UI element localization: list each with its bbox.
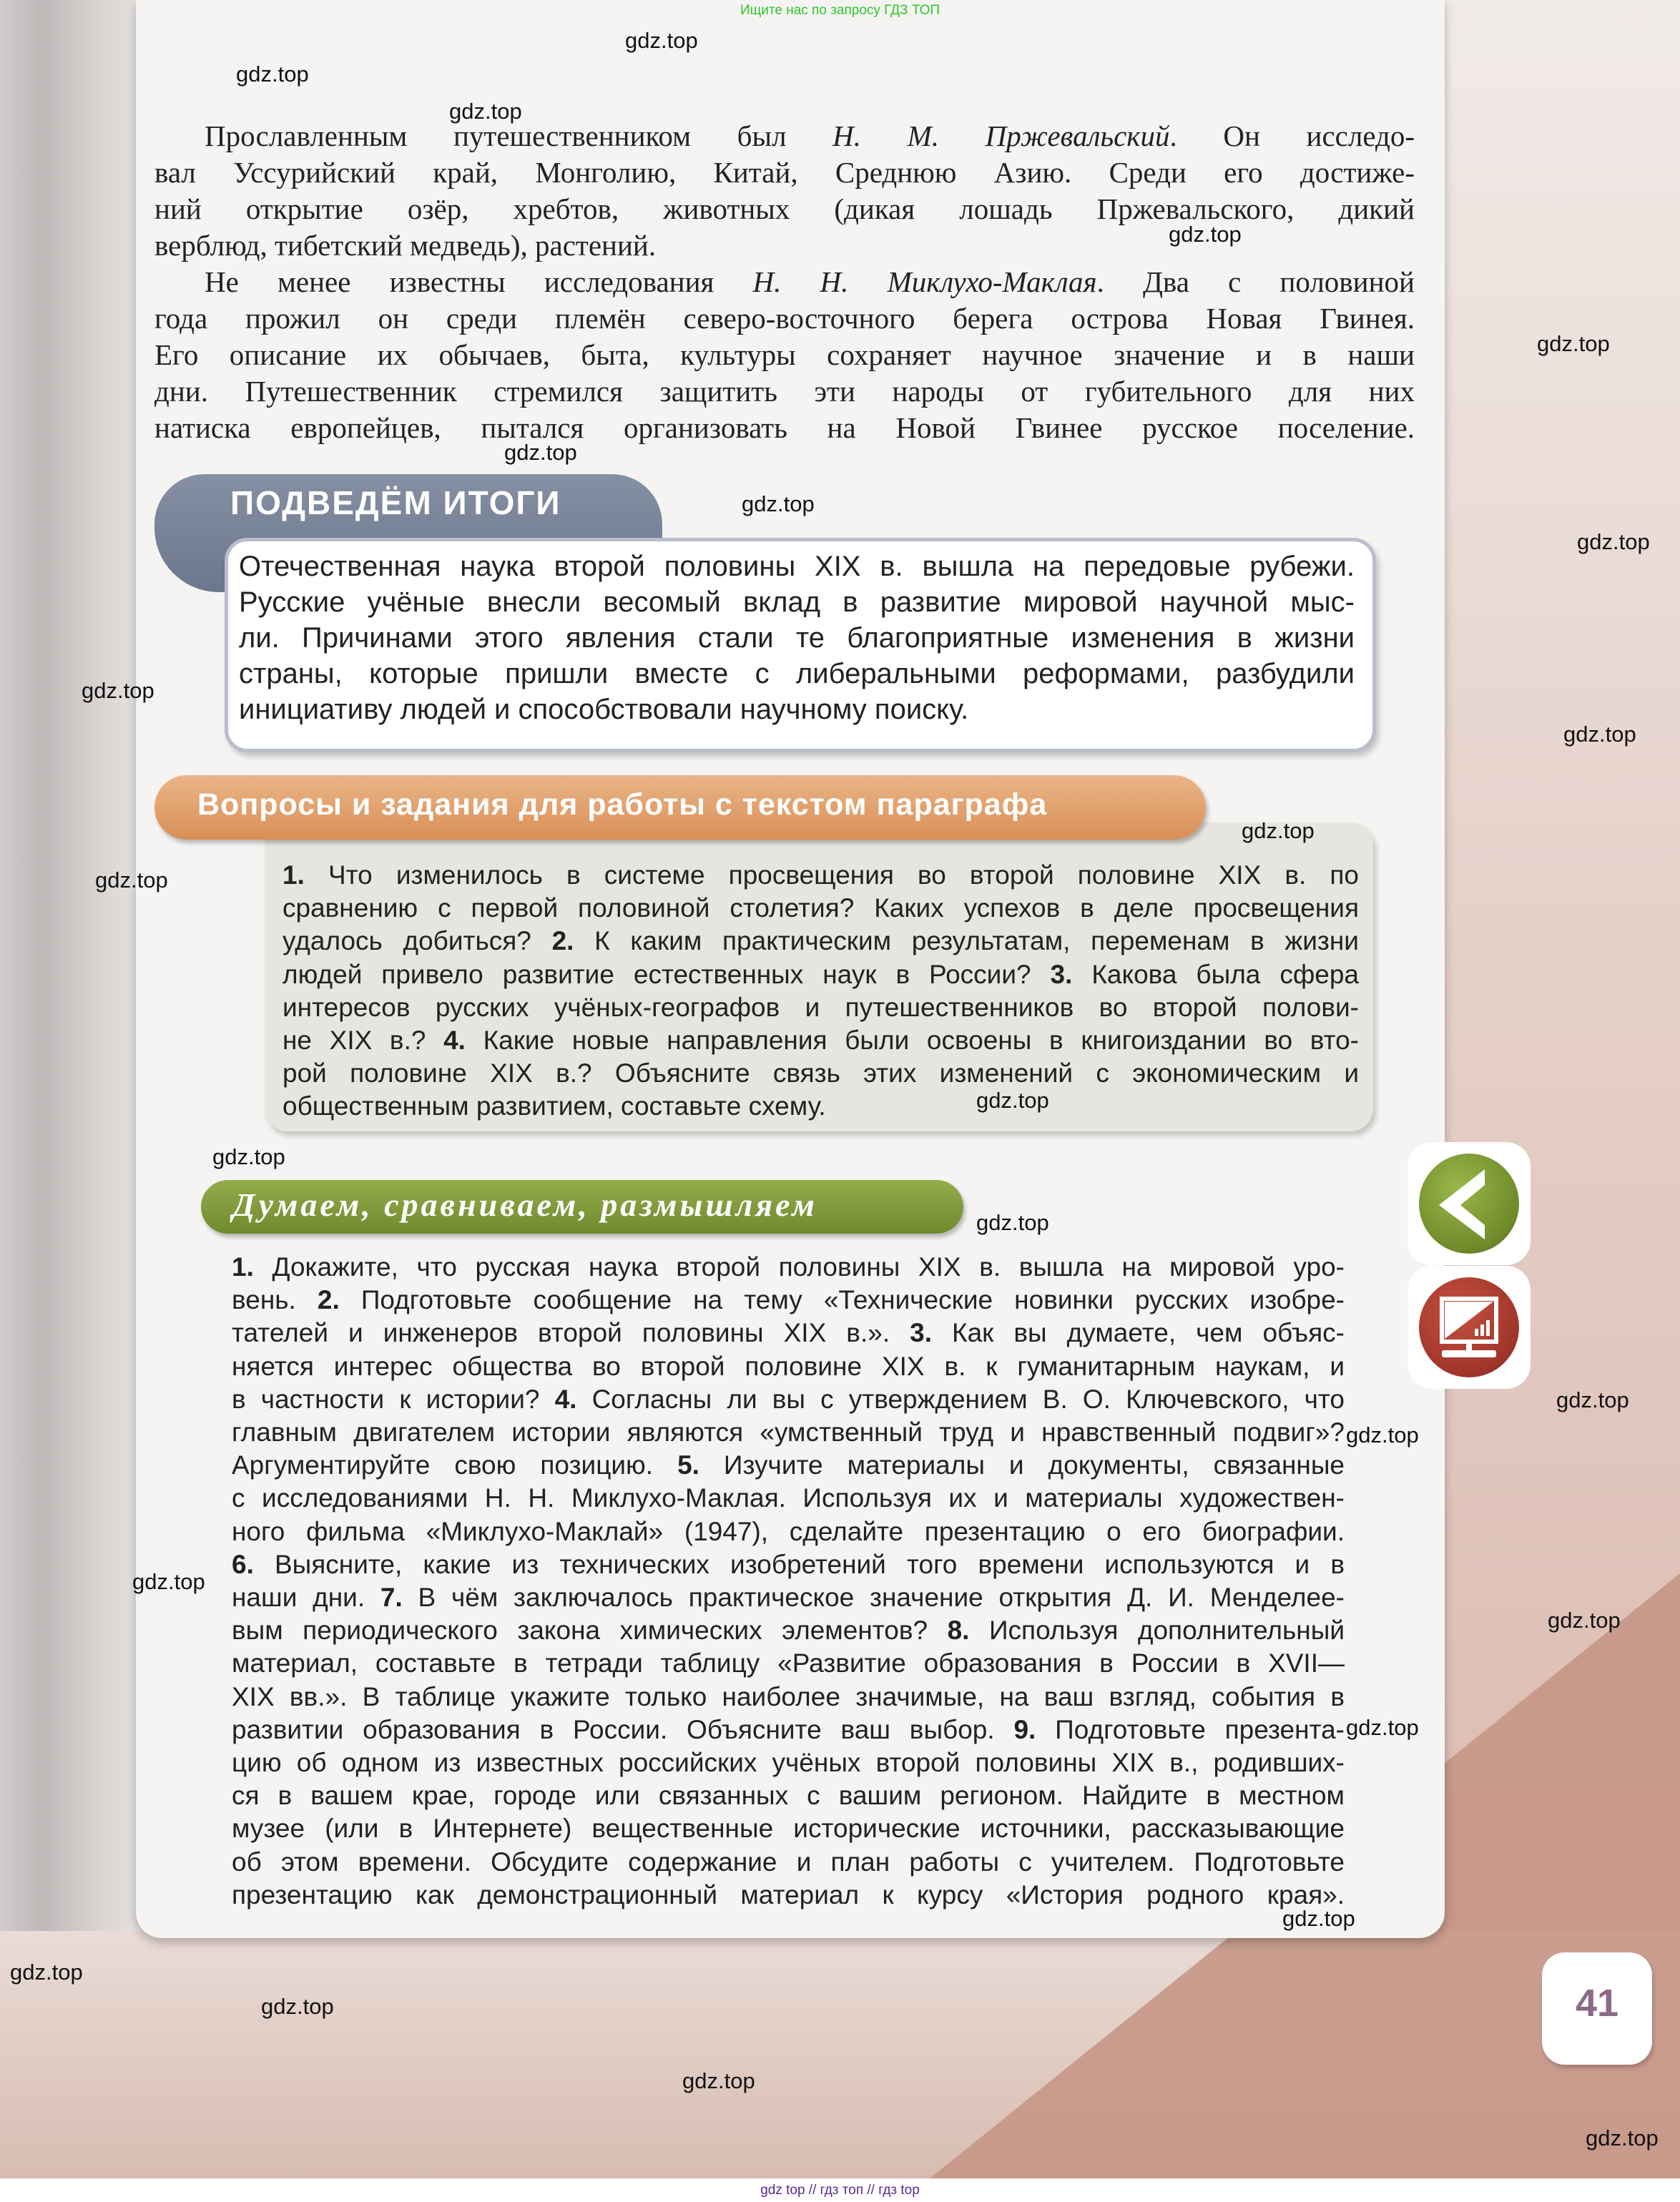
summary-title: ПОДВЕДЁМ ИТОГИ [230,484,561,521]
text-line: Не менее известны исследования Н. Н. Миклухо-Маклая. Два с половиной [205,265,1415,298]
text-line: Отечественная наука второй половины XIX в. вышла на передовые рубежи. [239,551,1355,582]
watermark: gdz.top [95,867,168,893]
text-line: презентацию как демонстрационный материал к курсу «История родного края». [232,1879,1345,1909]
watermark: gdz.top [212,1144,285,1169]
text-line: вал Уссурийский край, Монголию, Китай, Среднюю Азию. Среди его достиже- [154,156,1415,189]
text-line: музее (или в Интернете) вещественные исторические источники, рассказывающие [232,1814,1345,1844]
text-line: общественным развитием, составьте схему. [283,1091,826,1121]
text-line: удалось добиться? 2. К каким практическим результатам, переменам в жизни [283,926,1359,956]
watermark: gdz.top [1556,1387,1629,1412]
text-line: развитии образования в России. Объясните ваш выбор. 9. Подготовьте презента- [232,1714,1345,1744]
text-line: вым периодического закона химических элементов? 8. Используя дополнительный [232,1616,1345,1646]
watermark: gdz.top [1282,1906,1355,1931]
watermark: gdz.top [625,28,698,53]
watermark: gdz.top [742,491,815,516]
text-line: не XIX в.? 4. Какие новые направления были освоены в книгоиздании во вто- [283,1026,1359,1055]
watermark: gdz.top [976,1088,1049,1113]
page-number: 41 [1575,1982,1619,2025]
text-line: наши дни. 7. В чём заключалось практическое значение открытия Д. И. Менделее- [232,1583,1345,1612]
watermark: gdz.top [682,2068,755,2093]
text-line: материал, составьте в тетради таблицу «Развитие образования в России в XVII— [232,1648,1345,1678]
text-line: 6. Выясните, какие из технических изобретений того времени используются и в [232,1549,1345,1579]
watermark: gdz.top [504,440,577,465]
text-line: цию об одном из известных российских учёных второй половины XIX в., родивших- [232,1748,1345,1777]
back-arrow-icon [1419,1154,1519,1254]
watermark: gdz.top [236,62,309,87]
text-line: ли. Причинами этого явления стали те благоприятные изменения в жизни [239,622,1355,654]
watermark: gdz.top [1346,1715,1419,1740]
watermark: gdz.top [261,1994,334,2019]
watermark: gdz.top [1563,722,1636,747]
text-line: Его описание их обычаев, быта, культуры сохраняет научное значение и в наши [154,338,1415,371]
text-line: XIX вв.». В таблице укажите только наиболее значимые, на ваш взгляд, события в [232,1681,1345,1711]
text-line: 1. Докажите, что русская наука второй половины XIX в. вышла на мировой уро- [232,1252,1345,1282]
presentation-monitor-icon [1419,1277,1519,1377]
text-line: вень. 2. Подготовьте сообщение на тему «Технические новинки русских изобре- [232,1285,1345,1315]
text-line: страны, которые пришли вместе с либеральными реформами, разбудили [239,658,1355,689]
watermark: gdz.top [976,1210,1049,1235]
watermark: gdz.top [1346,1422,1419,1447]
text-line: верблюд, тибетский медведь), растений. [154,229,657,262]
text-line: сравнению с первой половиной столетия? Каких успехов в деле просвещения [283,893,1359,923]
text-line: Аргументируйте свою позицию. 5. Изучите материалы и документы, связанные [232,1450,1345,1480]
text-line: главным двигателем истории являются «умственный труд и нравственный подвиг»? [232,1417,1345,1447]
watermark: gdz.top [1586,2125,1659,2151]
watermark: gdz.top [10,1960,83,1985]
text-line: 1. Что изменилось в системе просвещения во второй половине XIX в. по [283,860,1359,890]
watermark: gdz.top [1577,529,1650,554]
presentation-button[interactable] [1408,1266,1531,1389]
text-line: в частности к истории? 4. Согласны ли вы с утверждением В. О. Ключевского, что [232,1384,1345,1414]
text-line: года прожил он среди племён северо-восточного берега острова Новая Гвинея. [154,302,1415,335]
text-line: рой половине XIX в.? Объясните связь этих изменений с экономическим и [283,1058,1359,1088]
watermark: gdz.top [1548,1608,1621,1633]
back-button[interactable] [1408,1142,1531,1265]
text-line: людей привело развитие естественных наук в России? 3. Какова была сфера [283,959,1359,989]
text-line: об этом времени. Обсудите содержание и план работы с учителем. Подготовьте [232,1847,1345,1877]
watermark: gdz.top [1169,222,1242,247]
page-number-box [1542,1952,1652,2065]
bottom-banner[interactable]: gdz top // гдз топ // гдз top [760,2183,920,2198]
text-line: натиска европейцев, пытался организовать на Новой Гвинее русское поселение. [154,411,1415,444]
text-line: няется интерес общества во второй половине XIX в. к гуманитарным наукам, и [232,1351,1345,1381]
text-line: Русские учёные внесли весомый вклад в развитие мировой научной мыс- [239,586,1355,618]
top-banner[interactable]: Ищите нас по запросу ГДЗ ТОП [740,3,940,18]
watermark: gdz.top [82,678,154,703]
text-line: интересов русских учёных-географов и путешественников во второй полови- [283,992,1359,1022]
watermark: gdz.top [1537,331,1610,356]
text-line: тателей и инженеров второй половины XIX в.». 3. Как вы думаете, чем объяс- [232,1318,1345,1348]
text-line: ся в вашем крае, городе или связанных с вашим регионом. Найдите в местном [232,1781,1345,1811]
text-line: ного фильма «Миклухо-Маклай» (1947), сделайте презентацию о его биографии. [232,1516,1345,1546]
watermark: gdz.top [1242,818,1315,843]
text-line: Прославленным путешественником был Н. М. Пржевальский. Он исследо- [205,119,1415,152]
questions-title: Вопросы и задания для работы с текстом параграфа [197,787,1048,822]
text-line: с исследованиями Н. Н. Миклухо-Маклая. Используя их и материалы художествен- [232,1483,1345,1513]
text-line: инициативу людей и способствовали научному поиску. [239,694,969,725]
think-title: Думаем, сравниваем, размышляем [232,1186,817,1223]
text-line: дни. Путешественник стремился защитить эти народы от губительного для них [154,375,1415,408]
watermark: gdz.top [132,1569,205,1594]
watermark: gdz.top [449,99,522,124]
text-line: ний открытие озёр, хребтов, животных (дикая лошадь Пржевальского, дикий [154,192,1415,225]
